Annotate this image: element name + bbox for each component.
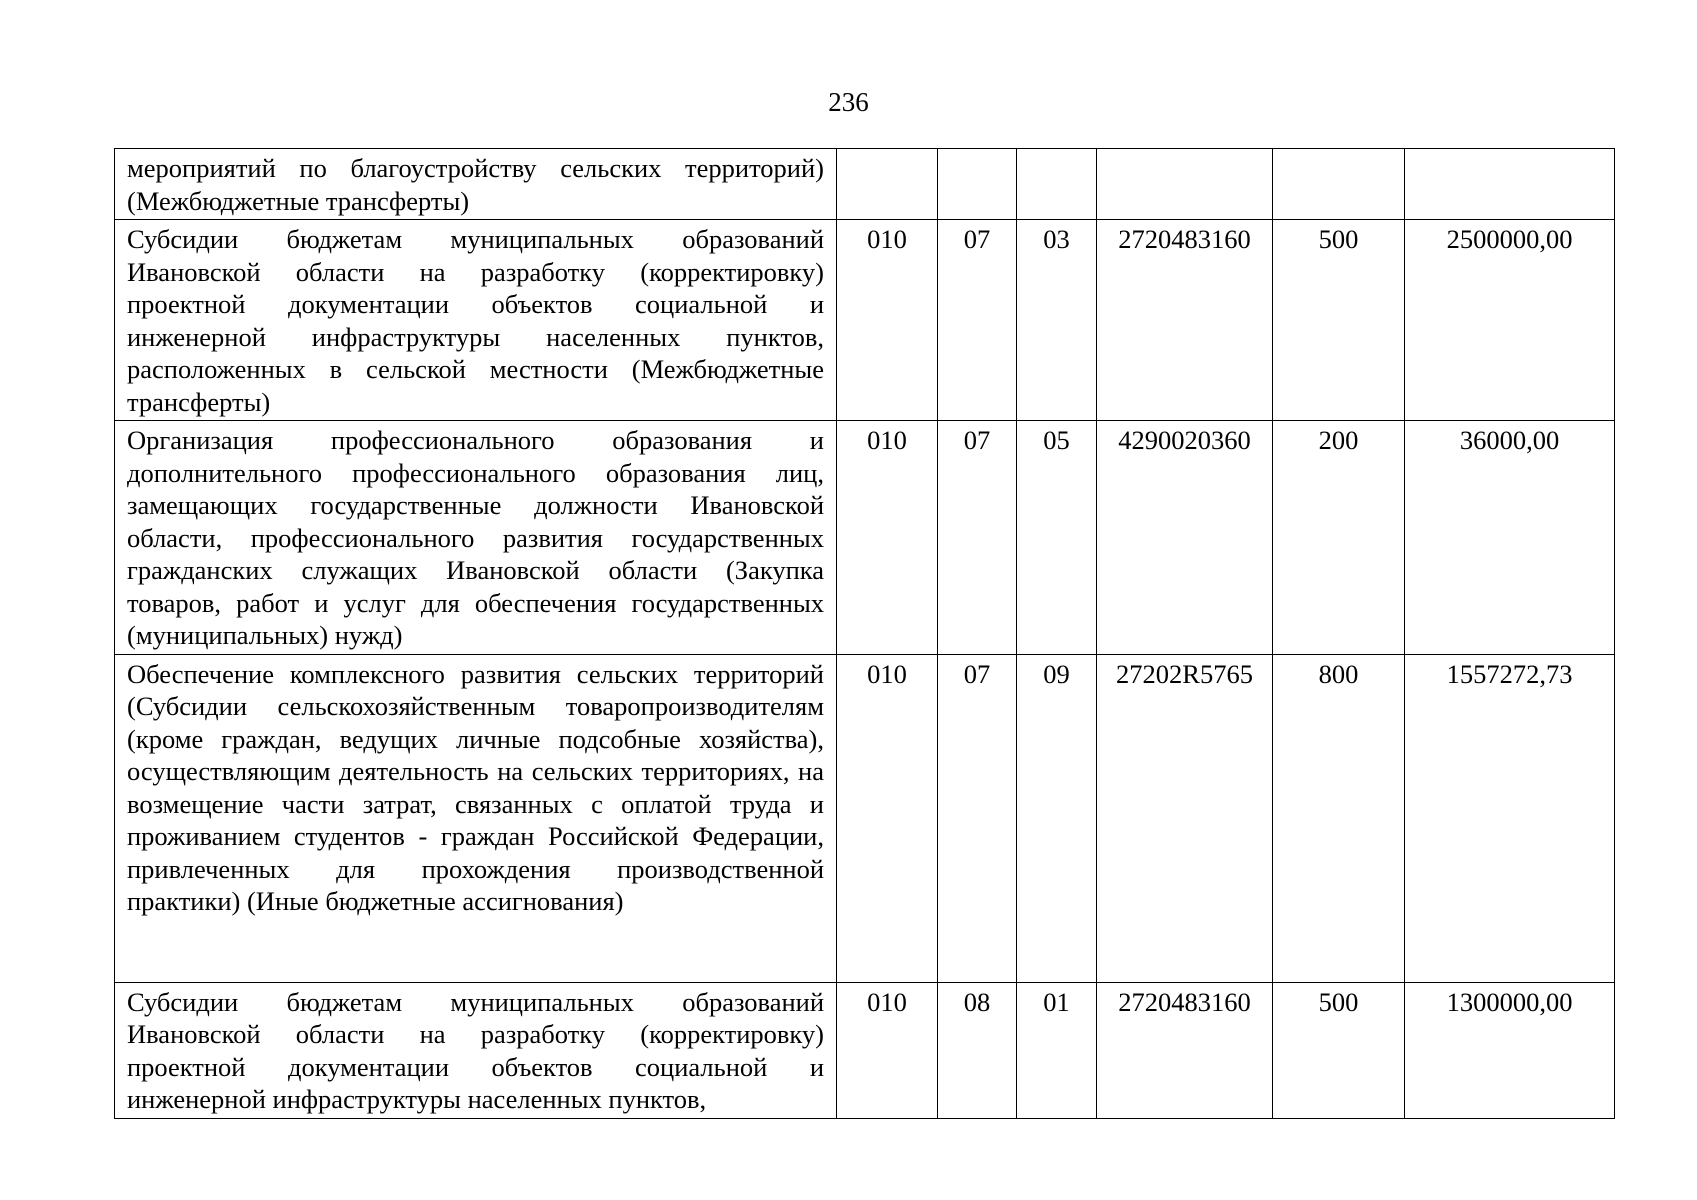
row-rz-code: 08	[938, 982, 1017, 1118]
row-vr-code: 500	[1273, 220, 1405, 421]
table-row	[115, 982, 1615, 1118]
row-gr-code	[837, 149, 938, 220]
row-rz-code: 07	[938, 421, 1017, 655]
row-csr-code	[1097, 149, 1273, 220]
row-pr-code: 09	[1017, 654, 1097, 982]
row-pr-code: 05	[1017, 421, 1097, 655]
row-description: мероприятий по благоустройству сельских территорий) (Межбюджетные трансферты)	[115, 149, 837, 220]
budget-table	[114, 148, 1615, 1119]
row-csr-code: 27202R5765	[1097, 654, 1273, 982]
row-csr-code: 2720483160	[1097, 982, 1273, 1118]
row-gr-code: 010	[837, 982, 938, 1118]
row-description: Субсидии бюджетам муниципальных образований Ивановской области на разработку (корректировку) проектной документации объектов социальной и инженерной инфраструктуры населенных пунктов,	[115, 982, 837, 1118]
row-vr-code	[1273, 149, 1405, 220]
row-vr-code: 200	[1273, 421, 1405, 655]
row-description: Организация профессионального образования и дополнительного профессионального образования лиц, замещающих государственные должности Ивановской области, профессионального развития государственных гражданских служащих Ивановской области (Закупка товаров, работ и услуг для обеспечения государственных (муниципальных) нужд)	[115, 421, 837, 655]
row-rz-code: 07	[938, 220, 1017, 421]
row-pr-code: 01	[1017, 982, 1097, 1118]
row-vr-code: 500	[1273, 982, 1405, 1118]
row-amount	[1405, 149, 1615, 220]
table-row	[115, 149, 1615, 220]
row-amount: 1557272,73	[1405, 654, 1615, 982]
row-csr-code: 4290020360	[1097, 421, 1273, 655]
row-amount: 1300000,00	[1405, 982, 1615, 1118]
row-amount: 36000,00	[1405, 421, 1615, 655]
row-rz-code	[938, 149, 1017, 220]
page-number: 236	[828, 87, 869, 117]
row-gr-code: 010	[837, 654, 938, 982]
table-row	[115, 220, 1615, 421]
row-rz-code: 07	[938, 654, 1017, 982]
row-csr-code: 2720483160	[1097, 220, 1273, 421]
row-gr-code: 010	[837, 421, 938, 655]
table-row	[115, 654, 1615, 982]
row-description: Обеспечение комплексного развития сельских территорий (Субсидии сельскохозяйственным товаропроизводителям (кроме граждан, ведущих личные подсобные хозяйства), осуществляющим деятельность на сельских территориях, на возмещение части затрат, связанных с оплатой труда и проживанием студентов - граждан Российской Федерации, привлеченных для прохождения производственной практики) (Иные бюджетные ассигнования)	[115, 654, 837, 982]
row-vr-code: 800	[1273, 654, 1405, 982]
row-gr-code: 010	[837, 220, 938, 421]
row-amount: 2500000,00	[1405, 220, 1615, 421]
row-description: Субсидии бюджетам муниципальных образований Ивановской области на разработку (корректировку) проектной документации объектов социальной и инженерной инфраструктуры населенных пунктов, расположенных в сельской местности (Межбюджетные трансферты)	[115, 220, 837, 421]
table-row	[115, 421, 1615, 655]
row-pr-code: 03	[1017, 220, 1097, 421]
row-pr-code	[1017, 149, 1097, 220]
